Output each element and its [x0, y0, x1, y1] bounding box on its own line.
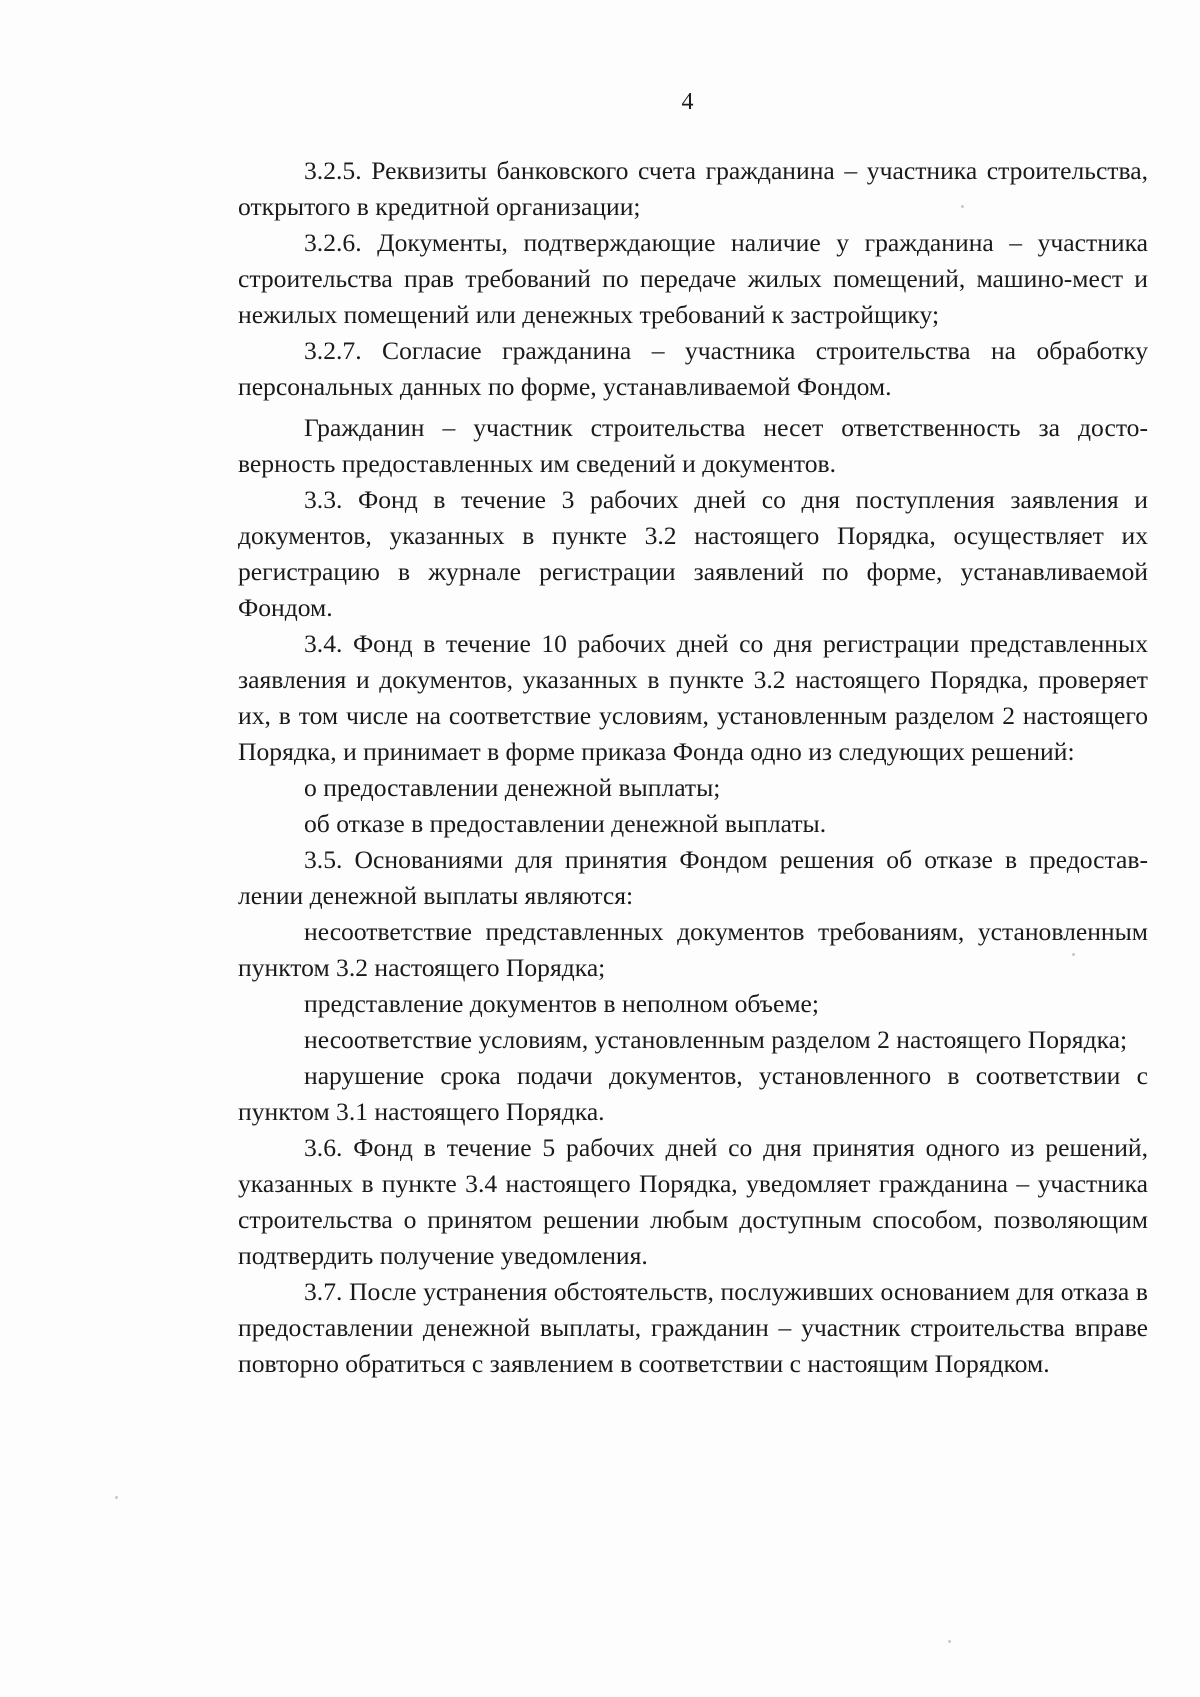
paragraph-3-2-6: 3.2.6. Документы, подтверждающие наличие у гражданина – участника строительства прав требований по передаче жилых помещений, машино-мест и нежилых помещений или денежных требований к застройщику;	[238, 228, 1148, 329]
scan-speck	[115, 1496, 118, 1499]
refusal-ground-deadline: нарушение срока подачи документов, установленного в соответствии с пунктом 3.1 настоящего Порядка.	[238, 1061, 1148, 1126]
refusal-ground-documents-mismatch: несоответствие представленных документов требованиям, установленным пунктом 3.2 настоящего Порядка;	[238, 917, 1148, 982]
scan-speck	[961, 205, 964, 208]
decision-option-grant: о предоставлении денежной выплаты;	[304, 773, 721, 802]
decision-option-refusal: об отказе в предоставлении денежной выплаты.	[304, 809, 827, 838]
scan-speck	[1072, 953, 1075, 956]
paragraph-3-7: 3.7. После устранения обстоятельств, послуживших основанием для отказа в предоставлении денежной выплаты, гражданин – участник строительства вправе повторно обратиться с заявлением в соответствии с настоящим Порядком.	[238, 1277, 1148, 1378]
paragraph-3-6: 3.6. Фонд в течение 5 рабочих дней со дня принятия одного из решений, указанных в пункте 3.4 настоящего Порядка, уведомляет гражданина – участника строительства о принятом решении любым доступным способом, позволяющим подтвердить получение уведомления.	[238, 1133, 1148, 1270]
document-body	[238, 153, 1148, 1382]
paragraph-3-4: 3.4. Фонд в течение 10 рабочих дней со дня регистрации представленных заявления и документов, указанных в пункте 3.2 настоящего Порядка, проверяет их, в том числе на соответствие условиям, установленным разделом 2 настоящего Порядка, и принимает в форме приказа Фонда одно из следующих решений:	[238, 629, 1148, 766]
paragraph-3-2-5: 3.2.5. Реквизиты банковского счета гражданина – участника строительства, открытого в кредитной организации;	[238, 156, 1148, 221]
paragraph-3-2-7: 3.2.7. Согласие гражданина – участника строительства на обработку персональных данных по форме, устанавливаемой Фондом.	[238, 336, 1148, 401]
refusal-ground-conditions: несоответствие условиям, установленным разделом 2 настоящего Порядка;	[304, 1025, 1128, 1054]
paragraph-3-5: 3.5. Основаниями для принятия Фондом решения об отказе в предоставлении денежной выплаты являются:	[238, 845, 1148, 910]
paragraph-responsibility: Гражданин – участник строительства несет ответственность за достоверность предоставленных им сведений и документов.	[238, 413, 1148, 478]
scan-speck	[948, 1640, 951, 1643]
page-number: 4	[681, 89, 694, 115]
paragraph-3-3: 3.3. Фонд в течение 3 рабочих дней со дня поступления заявления и документов, указанных в пункте 3.2 настоящего Порядка, осуществляет их регистрацию в журнале регистрации заявлений по форме, устанавливаемой Фондом.	[238, 485, 1148, 622]
refusal-ground-incomplete: представление документов в неполном объеме;	[304, 989, 820, 1018]
